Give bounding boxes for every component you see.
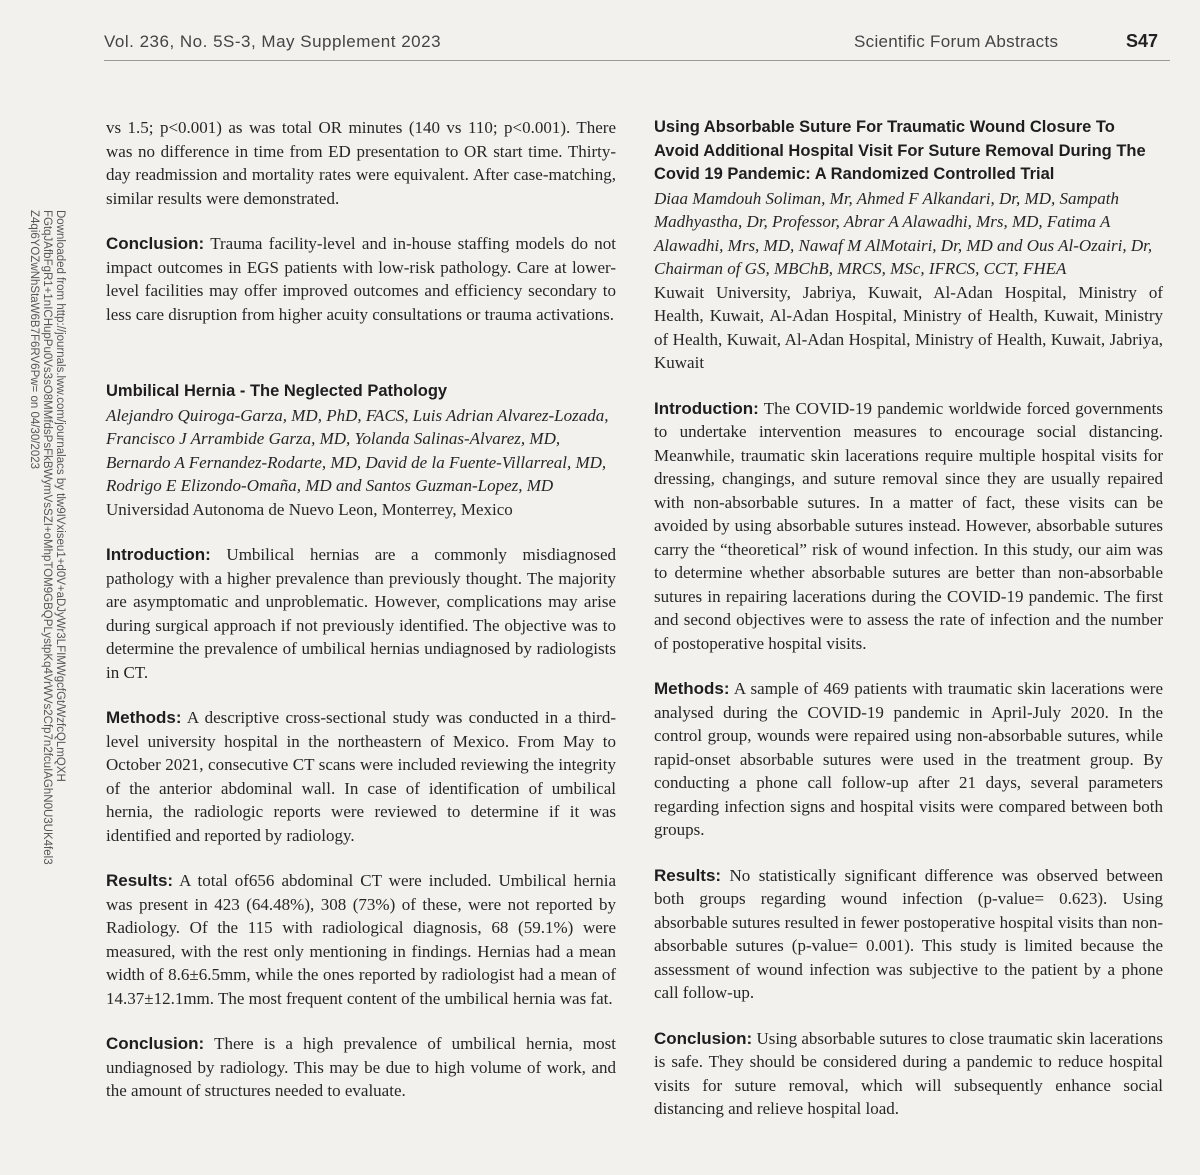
section-text: Trauma facility-level and in-house staffing models do not impact outcomes in EGS patients with low-risk pathology. Care at lower-level facilities may offer improved outcomes and efficiency secondary to less care disruption from higher acuity consultations or trauma activations. bbox=[106, 234, 616, 324]
abstract-title: Umbilical Hernia - The Neglected Pathology bbox=[106, 382, 448, 400]
abstract-methods bbox=[106, 706, 616, 847]
left-column bbox=[106, 116, 616, 1125]
section-label: Methods: bbox=[654, 679, 730, 698]
section-text: A descriptive cross-sectional study was conducted in a third-level university hospital in the northeastern of Mexico. From May to October 2021, consecutive CT scans were included reviewing the integrity of the anterior abdominal wall. In case of identification of umbilical hernia, the radiologic reports were reviewed to determine if it was identified and reported by radiology. bbox=[106, 708, 616, 845]
abstract-results bbox=[654, 864, 1163, 1005]
section-label: Conclusion: bbox=[106, 1034, 205, 1053]
section-text: A sample of 469 patients with traumatic skin lacerations were analysed during the COVID-19 pandemic in April-July 2020. In the control group, wounds were repaired using non-absorbable sutures, while rapid-onset absorbable sutures were used in the treatment group. By conducting a phone call follow-up after 21 days, several parameters regarding infection signs and hospital visits were compared between both groups. bbox=[654, 679, 1164, 839]
download-watermark-line: FGtqJAfbFgR1+1nICHupPu0Vs3sO8MMfdsPsFkBWymVsSZI+oMhpTOM9GBQPLystpKq4VrWVs2Cfp7n2fcuIAGhN0U3UK4fel3 bbox=[41, 210, 53, 865]
abstract-absorbable-suture bbox=[654, 116, 1163, 1121]
abstract-affiliation: Universidad Autonoma de Nuevo Leon, Monterrey, Mexico bbox=[106, 499, 513, 519]
section-text: Using absorbable sutures to close traumatic skin lacerations is safe. They should be considered during a pandemic to reduce hospital visits for suture removal, which will subsequently enhance social distancing and relieve hospital load. bbox=[654, 1028, 1163, 1118]
section-text: The COVID-19 pandemic worldwide forced governments to undertake intervention measures to encourage social distancing. Meanwhile, traumatic skin lacerations require multiple hospital visits for dressing, changings, and suture removal since they are usually repaired with non-absorbable sutures. In a matter of fact, these visits can be avoided by using absorbable sutures instead. However, absorbable sutures carry the “theoretical” risk of wound infection. In this study, our aim was to determine whether absorbable sutures are better than non-absorbable sutures in repairing lacerations during the COVID-19 pandemic. The first and second objectives were to assess the rate of infection and the number of postoperative hospital visits. bbox=[654, 398, 1163, 653]
section-label: Results: bbox=[106, 871, 174, 890]
section-label: Results: bbox=[654, 865, 722, 885]
continued-text: vs 1.5; p<0.001) as was total OR minutes (140 vs 110; p<0.001). There was no difference in time from ED presentation to OR start time. Thirty-day readmission and mortality rates were equivalent. After case-matching, similar results were demonstrated. bbox=[106, 118, 616, 208]
section-label: Introduction: bbox=[654, 398, 759, 418]
right-column bbox=[654, 116, 1163, 1143]
section-label: Conclusion: bbox=[106, 234, 205, 253]
download-watermark bbox=[27, 210, 66, 1110]
section-label: Introduction: bbox=[106, 545, 211, 564]
abstract-introduction bbox=[106, 543, 616, 684]
abstract-conclusion bbox=[654, 1027, 1163, 1121]
abstract-umbilical-hernia bbox=[106, 380, 616, 1103]
abstract-authors: Alejandro Quiroga-Garza, MD, PhD, FACS, Luis Adrian Alvarez-Lozada, Francisco J Arrambide Garza, MD, Yolanda Salinas-Alvarez, MD, Bernardo A Fernandez-Rodarte, MD, David de la Fuente-Villarreal, MD, Rodrigo E Elizondo-Omaña, MD and Santos Guzman-Lopez, MD bbox=[106, 405, 609, 495]
abstract-authors: Diaa Mamdouh Soliman, Mr, Ahmed F Alkandari, Dr, MD, Sampath Madhyastha, Dr, Professor, Abrar A Alawadhi, Mrs, MD, Fatima A Alawadhi, Mrs, MD, Nawaf M AlMotairi, Dr, MD and Ous Al-Ozairi, Dr, Chairman of GS, MBChB, MRCS, MSc, IFRCS, CCT, FHEA bbox=[654, 188, 1153, 278]
running-header bbox=[104, 28, 1176, 58]
section-text: No statistically significant difference was observed between both groups regarding wound infection (p-value= 0.623). Using absorbable sutures resulted in fewer postoperative hospital visits than non-absorbable sutures (p-value= 0.001). This study is limited because the assessment of wound infection was subjective to the patient by a phone call follow-up. bbox=[654, 865, 1163, 1002]
abstract-methods bbox=[654, 677, 1163, 842]
abstract-title: Using Absorbable Suture For Traumatic Wound Closure To Avoid Additional Hospital Visit For Suture Removal During The Covid 19 Pandemic: A Randomized Controlled Trial bbox=[654, 118, 1146, 183]
section-text: A total of656 abdominal CT were included. Umbilical hernia was present in 423 (64.48%), 308 (73%) of these, were not reported by Radiology. Of the 115 with radiological diagnosis, 68 (59.1%) were measured, with the rest only mentioning in findings. Hernias had a mean width of 8.6±6.5mm, while the ones reported by radiologist had a mean of 14.37±12.1mm. The most frequent content of the umbilical hernia was fat. bbox=[106, 871, 617, 1008]
section-label: Conclusion: bbox=[654, 1028, 753, 1048]
download-watermark-line: Z4qi6YOZwNhStaW6B7F6RV6Pw= on 04/30/2023 bbox=[28, 210, 40, 470]
prev-conclusion bbox=[106, 232, 616, 326]
section-label: Methods: bbox=[106, 708, 182, 727]
section-text: Umbilical hernias are a commonly misdiagnosed pathology with a higher prevalence than previously thought. The majority are asymptomatic and unproblematic. However, complications may arise during surgical approach if not previously identified. The objective was to determine the prevalence of umbilical hernias undiagnosed by radiologists in CT. bbox=[106, 545, 617, 682]
volume-info: Vol. 236, No. 5S-3, May Supplement 2023 bbox=[104, 32, 442, 51]
download-watermark-line: Downloaded from http://journals.lww.com/journalacs by tlw9IVxiseu1+d0V+aDJyWr3LFIMWgcfGt/WzfcQLmQXH bbox=[54, 210, 66, 782]
page-number: S47 bbox=[1125, 31, 1158, 51]
abstract-introduction bbox=[654, 397, 1163, 656]
abstract-affiliation: Kuwait University, Jabriya, Kuwait, Al-Adan Hospital, Ministry of Health, Kuwait, Al-Adan Hospital, Ministry of Health, Kuwait, Ministry of Health, Kuwait, Al-Adan Hospital, Ministry of Health, Kuwait, Jabriya, Kuwait bbox=[654, 282, 1163, 372]
header-divider bbox=[104, 60, 1170, 61]
section-text: There is a high prevalence of umbilical hernia, most undiagnosed by radiology. This may be due to high volume of work, and the amount of structures needed to evaluate. bbox=[106, 1034, 616, 1100]
abstract-conclusion bbox=[106, 1032, 616, 1103]
journal-section: Scientific Forum Abstracts bbox=[854, 32, 1059, 51]
abstract-results bbox=[106, 869, 616, 1010]
